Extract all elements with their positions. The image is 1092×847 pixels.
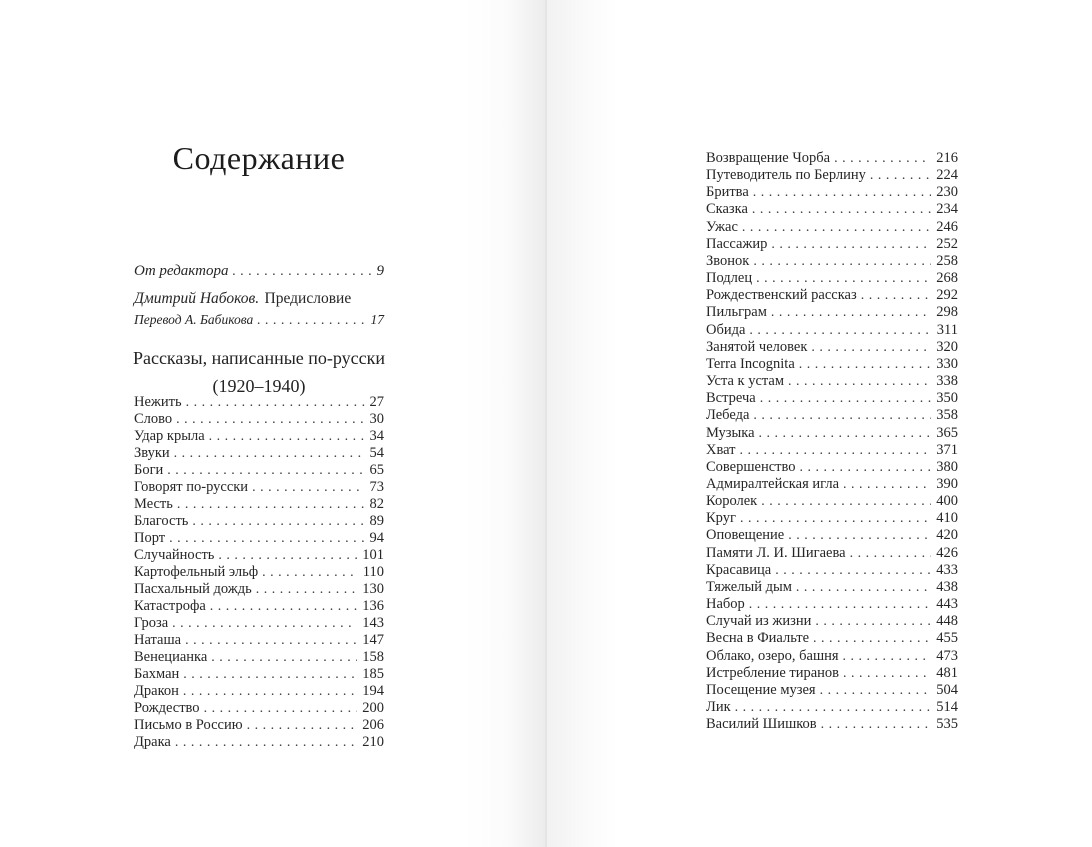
toc-entry-page: 54 [369, 445, 384, 461]
toc-entry-page: 210 [362, 734, 384, 750]
toc-entry-page: 330 [936, 355, 958, 372]
toc-entry-page: 311 [936, 321, 958, 338]
toc-entry [134, 394, 384, 411]
toc-entry-title: Дракон [134, 683, 179, 699]
toc-entry-title: Возвращение Чорба [706, 150, 831, 166]
toc-entry-title: Посещение музея [706, 681, 816, 698]
toc-entry-title: Порт [134, 530, 166, 546]
toc-entry [134, 479, 384, 496]
toc-entry-page: 380 [936, 458, 958, 475]
dotted-leader [843, 476, 931, 493]
toc-entry [706, 716, 958, 733]
toc-entry-page: 94 [369, 530, 384, 546]
toc-entry [706, 390, 958, 407]
toc-entry [706, 613, 958, 630]
toc-entry [706, 373, 958, 390]
toc-entry-title: Королек [706, 493, 758, 510]
toc-entry-title: Весна в Фиальте [706, 630, 810, 647]
toc-entry [134, 547, 384, 564]
dotted-leader [756, 270, 931, 287]
toc-entry-page: 514 [936, 699, 958, 715]
toc-entry-page: 200 [362, 700, 384, 716]
toc-entry [706, 545, 958, 562]
toc-list-left [134, 394, 384, 751]
toc-entry-page: 338 [936, 373, 958, 390]
toc-entry [706, 167, 958, 184]
dotted-leader [771, 304, 931, 321]
toc-entry [706, 150, 958, 167]
toc-entry-title: Круг [706, 510, 736, 527]
toc-entry [134, 717, 384, 734]
toc-entry [134, 649, 384, 666]
toc-entry-title: Венецианка [134, 649, 208, 665]
dotted-leader [759, 425, 932, 442]
toc-entry-title: Лик [706, 699, 731, 715]
toc-entry-title: Хват [706, 441, 736, 458]
toc-entry-title: Путеводитель по Берлину [706, 167, 866, 184]
toc-entry-page: 224 [936, 167, 958, 184]
toc-entry [706, 493, 958, 510]
toc-entry [134, 683, 384, 700]
section-heading [126, 344, 392, 400]
toc-entry-page: 390 [936, 475, 958, 492]
toc-entry [706, 201, 958, 218]
toc-entry [706, 527, 958, 544]
toc-entry-title: Занятой человек [706, 338, 808, 355]
toc-entry [706, 630, 958, 647]
dotted-leader [800, 459, 932, 476]
dotted-leader [183, 666, 357, 683]
dotted-leader [850, 545, 932, 562]
toc-entry-page: 504 [936, 681, 958, 698]
dotted-leader [861, 287, 932, 304]
toc-entry-title: Случай из жизни [706, 613, 812, 630]
toc-entry-title: Рождественский рассказ [706, 287, 857, 304]
toc-entry [134, 632, 384, 649]
toc-entry-title: Истребление тиранов [706, 664, 840, 681]
toc-entry-title: Боги [134, 462, 164, 478]
toc-entry [706, 442, 958, 459]
toc-entry-page: 82 [369, 496, 384, 512]
toc-entry-page: 426 [936, 544, 958, 561]
toc-entry-title: Благость [134, 513, 189, 529]
toc-entry-page: 455 [936, 630, 958, 647]
toc-entry-page: 143 [362, 615, 384, 631]
toc-entry-page: 433 [936, 561, 958, 578]
dotted-leader [753, 407, 931, 424]
toc-entry-page: 73 [369, 479, 384, 495]
dotted-leader [252, 479, 364, 496]
dotted-leader [775, 562, 931, 579]
toc-entry [706, 322, 958, 339]
toc-entry [706, 287, 958, 304]
dotted-leader [176, 411, 364, 428]
toc-entry-title: Музыка [706, 424, 755, 441]
toc-entry-title: От редактора [134, 263, 229, 279]
toc-entry-title: Бритва [706, 184, 749, 201]
dotted-leader [177, 496, 365, 513]
toc-entry [134, 666, 384, 683]
toc-entry [706, 579, 958, 596]
toc-entry-page: 158 [362, 649, 384, 665]
dotted-leader [788, 373, 931, 390]
preface-title: Предисловие [264, 290, 352, 307]
toc-entry [706, 184, 958, 201]
toc-entry [706, 510, 958, 527]
toc-entry-page: 17 [370, 312, 384, 327]
dotted-leader [218, 547, 357, 564]
toc-entry [134, 581, 384, 598]
toc-entry [706, 304, 958, 321]
dotted-leader [262, 564, 358, 581]
toc-entry-title: Удар крыла [134, 428, 205, 444]
dotted-leader [788, 527, 931, 544]
toc-entry-page: 234 [936, 201, 958, 218]
toc-entry [134, 734, 384, 751]
dotted-leader [843, 648, 932, 665]
toc-entry-page: 9 [376, 263, 384, 279]
toc-entry [706, 236, 958, 253]
toc-entry [706, 596, 958, 613]
toc-entry [706, 253, 958, 270]
toc-entry [134, 564, 384, 581]
dotted-leader [870, 167, 931, 184]
toc-entry-page: 410 [936, 510, 958, 527]
dotted-leader [749, 322, 931, 339]
toc-entry [134, 312, 384, 329]
toc-entry-page: 65 [369, 462, 384, 478]
dotted-leader [843, 665, 931, 682]
dotted-leader [175, 734, 357, 751]
toc-entry-page: 230 [936, 184, 958, 201]
gutter-shadow-right [547, 0, 619, 847]
toc-entry-page: 136 [362, 598, 384, 614]
dotted-leader [753, 184, 931, 201]
toc-entry-title: Звуки [134, 445, 170, 461]
toc-entry-page: 27 [369, 394, 384, 410]
toc-entry-title: Terra Incognita [706, 355, 795, 372]
dotted-leader [735, 699, 932, 716]
toc-entry-title: Уста к устам [706, 373, 785, 390]
toc-entry-page: 246 [936, 218, 958, 235]
toc-entry-title: Сказка [706, 201, 748, 218]
toc-entry-page: 258 [936, 252, 958, 269]
toc-entry-page: 365 [936, 424, 958, 441]
dotted-leader [749, 596, 931, 613]
toc-entry-title: Гроза [134, 615, 169, 631]
toc-entry-page: 438 [936, 578, 958, 595]
toc-entry-title: Слово [134, 411, 173, 427]
toc-entry-page: 320 [936, 338, 958, 355]
toc-entry-page: 298 [936, 304, 958, 321]
toc-entry-title: Встреча [706, 390, 756, 407]
toc-entry [134, 445, 384, 462]
toc-entry-page: 443 [936, 596, 958, 613]
toc-entry-page: 185 [362, 666, 384, 682]
toc-entry-title: Письмо в Россию [134, 717, 243, 733]
toc-entry-title: Месть [134, 496, 173, 512]
dotted-leader [204, 700, 358, 717]
toc-entry-page: 101 [362, 547, 384, 563]
toc-entry [706, 665, 958, 682]
toc-entry-title: Лебеда [706, 407, 750, 424]
dotted-leader [186, 394, 365, 411]
dotted-leader [771, 236, 931, 253]
toc-entry-title: Бахман [134, 666, 180, 682]
toc-entry-page: 252 [936, 235, 958, 252]
toc-entry-title: Нежить [134, 394, 182, 410]
dotted-leader [813, 630, 931, 647]
dotted-leader [183, 683, 357, 700]
toc-entry-title: Катастрофа [134, 598, 206, 614]
toc-entry [706, 270, 958, 287]
toc-entry-page: 147 [362, 632, 384, 648]
toc-entry-title: Обида [706, 321, 746, 338]
toc-entry-title: Говорят по-русски [134, 479, 249, 495]
dotted-leader [815, 613, 931, 630]
toc-entry-page: 400 [936, 493, 958, 510]
toc-entry [134, 615, 384, 632]
toc-entry-title: Красавица [706, 561, 772, 578]
toc-entry-page: 473 [936, 647, 958, 664]
toc-entry [706, 425, 958, 442]
toc-entry-page: 371 [936, 441, 958, 458]
toc-entry-title: Перевод А. Бабикова [134, 312, 254, 327]
toc-entry-page: 350 [936, 390, 958, 407]
dotted-leader [167, 462, 364, 479]
dotted-leader [256, 581, 357, 598]
toc-entry [134, 496, 384, 513]
toc-entry-page: 110 [362, 564, 384, 580]
dotted-leader [820, 682, 932, 699]
toc-entry-title: Оповещение [706, 527, 785, 544]
front-matter [134, 263, 384, 329]
dotted-leader [760, 390, 932, 407]
toc-entry-title: Пасхальный дождь [134, 581, 252, 597]
dotted-leader [210, 598, 357, 615]
toc-entry-page: 535 [936, 716, 958, 733]
dotted-leader [174, 445, 365, 462]
toc-entry-page: 30 [369, 411, 384, 427]
dotted-leader [257, 312, 365, 329]
toc-entry-page: 34 [369, 428, 384, 444]
toc-entry-page: 194 [362, 683, 384, 699]
toc-entry [706, 562, 958, 579]
toc-entry-title: Рождество [134, 700, 200, 716]
toc-entry [134, 411, 384, 428]
toc-entry-title: Набор [706, 596, 745, 613]
dotted-leader [742, 219, 931, 236]
dotted-leader [232, 263, 371, 280]
dotted-leader [753, 253, 931, 270]
preface-author: Дмитрий Набоков. [134, 290, 260, 307]
toc-entry-title: Картофельный эльф [134, 564, 259, 580]
gutter-shadow-left [462, 0, 545, 847]
toc-entry-title: Тяжелый дым [706, 578, 792, 595]
dotted-leader [761, 493, 931, 510]
toc-entry-page: 216 [936, 150, 958, 166]
dotted-leader [192, 513, 364, 530]
toc-entry-page: 89 [369, 513, 384, 529]
toc-entry-page: 420 [936, 527, 958, 544]
toc-entry-title: Облако, озеро, башня [706, 647, 839, 664]
toc-entry-title: Случайность [134, 547, 215, 563]
toc-entry [706, 476, 958, 493]
toc-entry [134, 263, 384, 280]
section-heading-line2: (1920–1940) [212, 376, 306, 396]
toc-entry [134, 598, 384, 615]
toc-entry-title: Памяти Л. И. Шигаева [706, 544, 846, 561]
toc-entry [134, 700, 384, 717]
toc-entry [134, 530, 384, 547]
dotted-leader [209, 428, 365, 445]
toc-entry [706, 459, 958, 476]
toc-entry [134, 462, 384, 479]
toc-entry [706, 407, 958, 424]
toc-list-right [706, 150, 958, 733]
dotted-leader [172, 615, 357, 632]
toc-entry-title: Пассажир [706, 235, 768, 252]
dotted-leader [799, 356, 931, 373]
toc-entry-page: 206 [362, 717, 384, 733]
dotted-leader [821, 716, 932, 733]
section-heading-line1: Рассказы, написанные по-русски [132, 348, 386, 368]
toc-entry-title: Совершенство [706, 458, 796, 475]
dotted-leader [834, 150, 931, 167]
toc-entry-page: 358 [936, 407, 958, 424]
dotted-leader [796, 579, 931, 596]
toc-entry [706, 339, 958, 356]
toc-entry [706, 648, 958, 665]
dotted-leader [740, 510, 931, 527]
dotted-leader [247, 717, 358, 734]
toc-entry-page: 130 [362, 581, 384, 597]
toc-entry [706, 699, 958, 716]
toc-entry-page: 448 [936, 613, 958, 630]
toc-entry [706, 682, 958, 699]
toc-entry [134, 513, 384, 530]
toc-entry-title: Ужас [706, 218, 738, 235]
dotted-leader [752, 201, 931, 218]
toc-entry-title: Адмиралтейская игла [706, 475, 839, 492]
toc-entry-title: Василий Шишков [706, 716, 817, 733]
toc-entry [134, 428, 384, 445]
dotted-leader [811, 339, 931, 356]
toc-entry-title: Подлец [706, 270, 753, 287]
toc-entry [706, 219, 958, 236]
dotted-leader [169, 530, 364, 547]
toc-entry-page: 268 [936, 270, 958, 287]
toc-entry-title: Драка [134, 734, 171, 750]
toc-entry [706, 356, 958, 373]
dotted-leader [211, 649, 357, 666]
contents-title: Содержание [172, 140, 346, 176]
toc-entry-title: Звонок [706, 252, 750, 269]
toc-entry-page: 292 [936, 287, 958, 304]
toc-entry-title: Наташа [134, 632, 182, 648]
dotted-leader [185, 632, 357, 649]
toc-entry-page: 481 [936, 664, 958, 681]
toc-entry [134, 290, 384, 308]
toc-entry-title: Пильграм [706, 304, 767, 321]
dotted-leader [740, 442, 932, 459]
